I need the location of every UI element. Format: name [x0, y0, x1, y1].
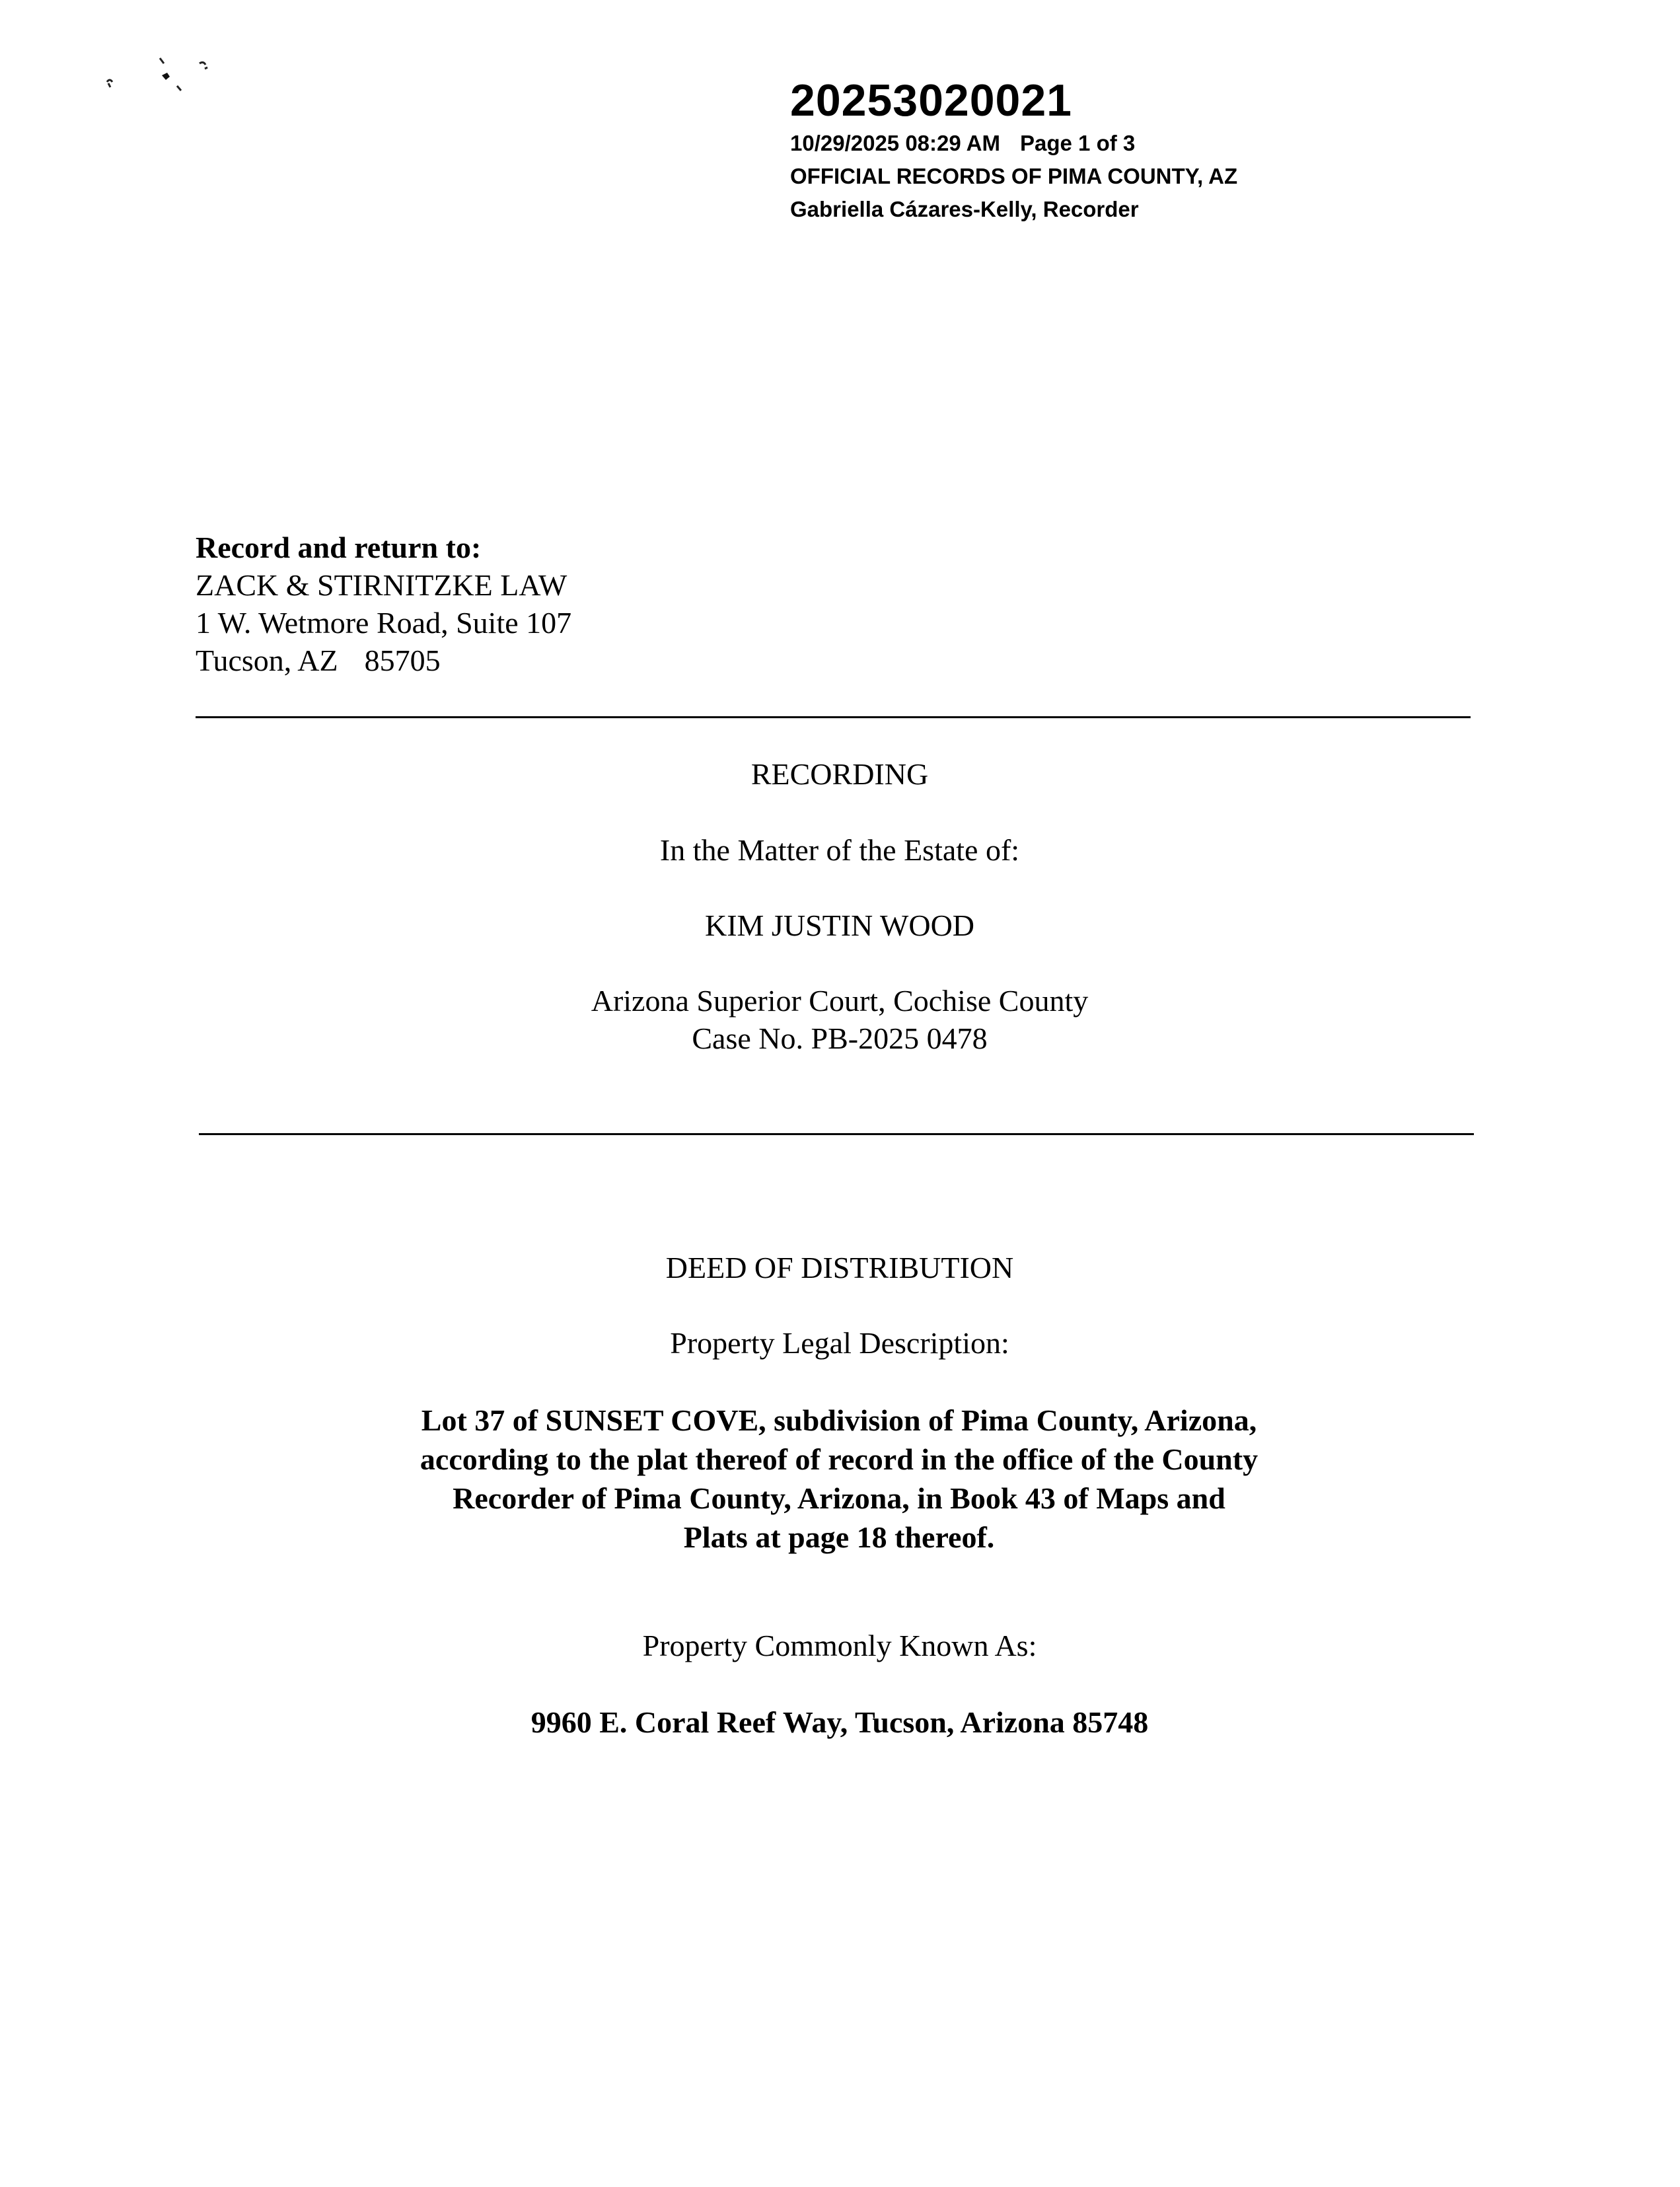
document-number: 20253020021	[790, 75, 1073, 126]
property-address: 9960 E. Coral Reef Way, Tucson, Arizona 85748	[530, 1705, 1149, 1739]
stamp-recorder: Gabriella Cázares-Kelly, Recorder	[790, 197, 1139, 221]
stamp-page-info: Page 1 of 3	[1020, 131, 1136, 155]
recording-stamp	[790, 74, 1237, 226]
return-zip: 85705	[364, 644, 441, 677]
divider-top	[196, 716, 1471, 718]
scan-specks	[99, 53, 231, 106]
stamp-date-line	[790, 127, 1237, 160]
legal-description-line: Lot 37 of SUNSET COVE, subdivision of Pima County, Arizona,	[421, 1403, 1257, 1437]
commonly-known-label: Property Commonly Known As:	[642, 1629, 1037, 1662]
legal-description-line: Plats at page 18 thereof.	[683, 1520, 995, 1554]
legal-description-line: Recorder of Pima County, Arizona, in Book 43 of Maps and	[453, 1481, 1225, 1515]
divider-bottom	[199, 1133, 1474, 1135]
return-city-state: Tucson, AZ	[196, 644, 338, 677]
legal-description-label: Property Legal Description:	[670, 1326, 1009, 1360]
stamp-office: OFFICIAL RECORDS OF PIMA COUNTY, AZ	[790, 164, 1238, 188]
return-street: 1 W. Wetmore Road, Suite 107	[196, 606, 572, 640]
return-firm: ZACK & STIRNITZKE LAW	[196, 568, 567, 602]
legal-description-line: according to the plat thereof of record in the office of the County	[420, 1442, 1259, 1476]
estate-matter-label: In the Matter of the Estate of:	[659, 833, 1020, 867]
decedent-name: KIM JUSTIN WOOD	[704, 908, 975, 942]
deed-title: DEED OF DISTRIBUTION	[665, 1251, 1014, 1284]
court-name: Arizona Superior Court, Cochise County	[591, 984, 1089, 1018]
case-number: Case No. PB-2025 0478	[692, 1021, 988, 1055]
return-address-block	[196, 529, 571, 679]
stamp-date-time: 10/29/2025 08:29 AM	[790, 131, 1000, 155]
legal-description	[370, 1401, 1308, 1557]
return-heading: Record and return to:	[196, 531, 482, 564]
return-city-line	[196, 642, 571, 679]
recording-title: RECORDING	[750, 757, 929, 791]
